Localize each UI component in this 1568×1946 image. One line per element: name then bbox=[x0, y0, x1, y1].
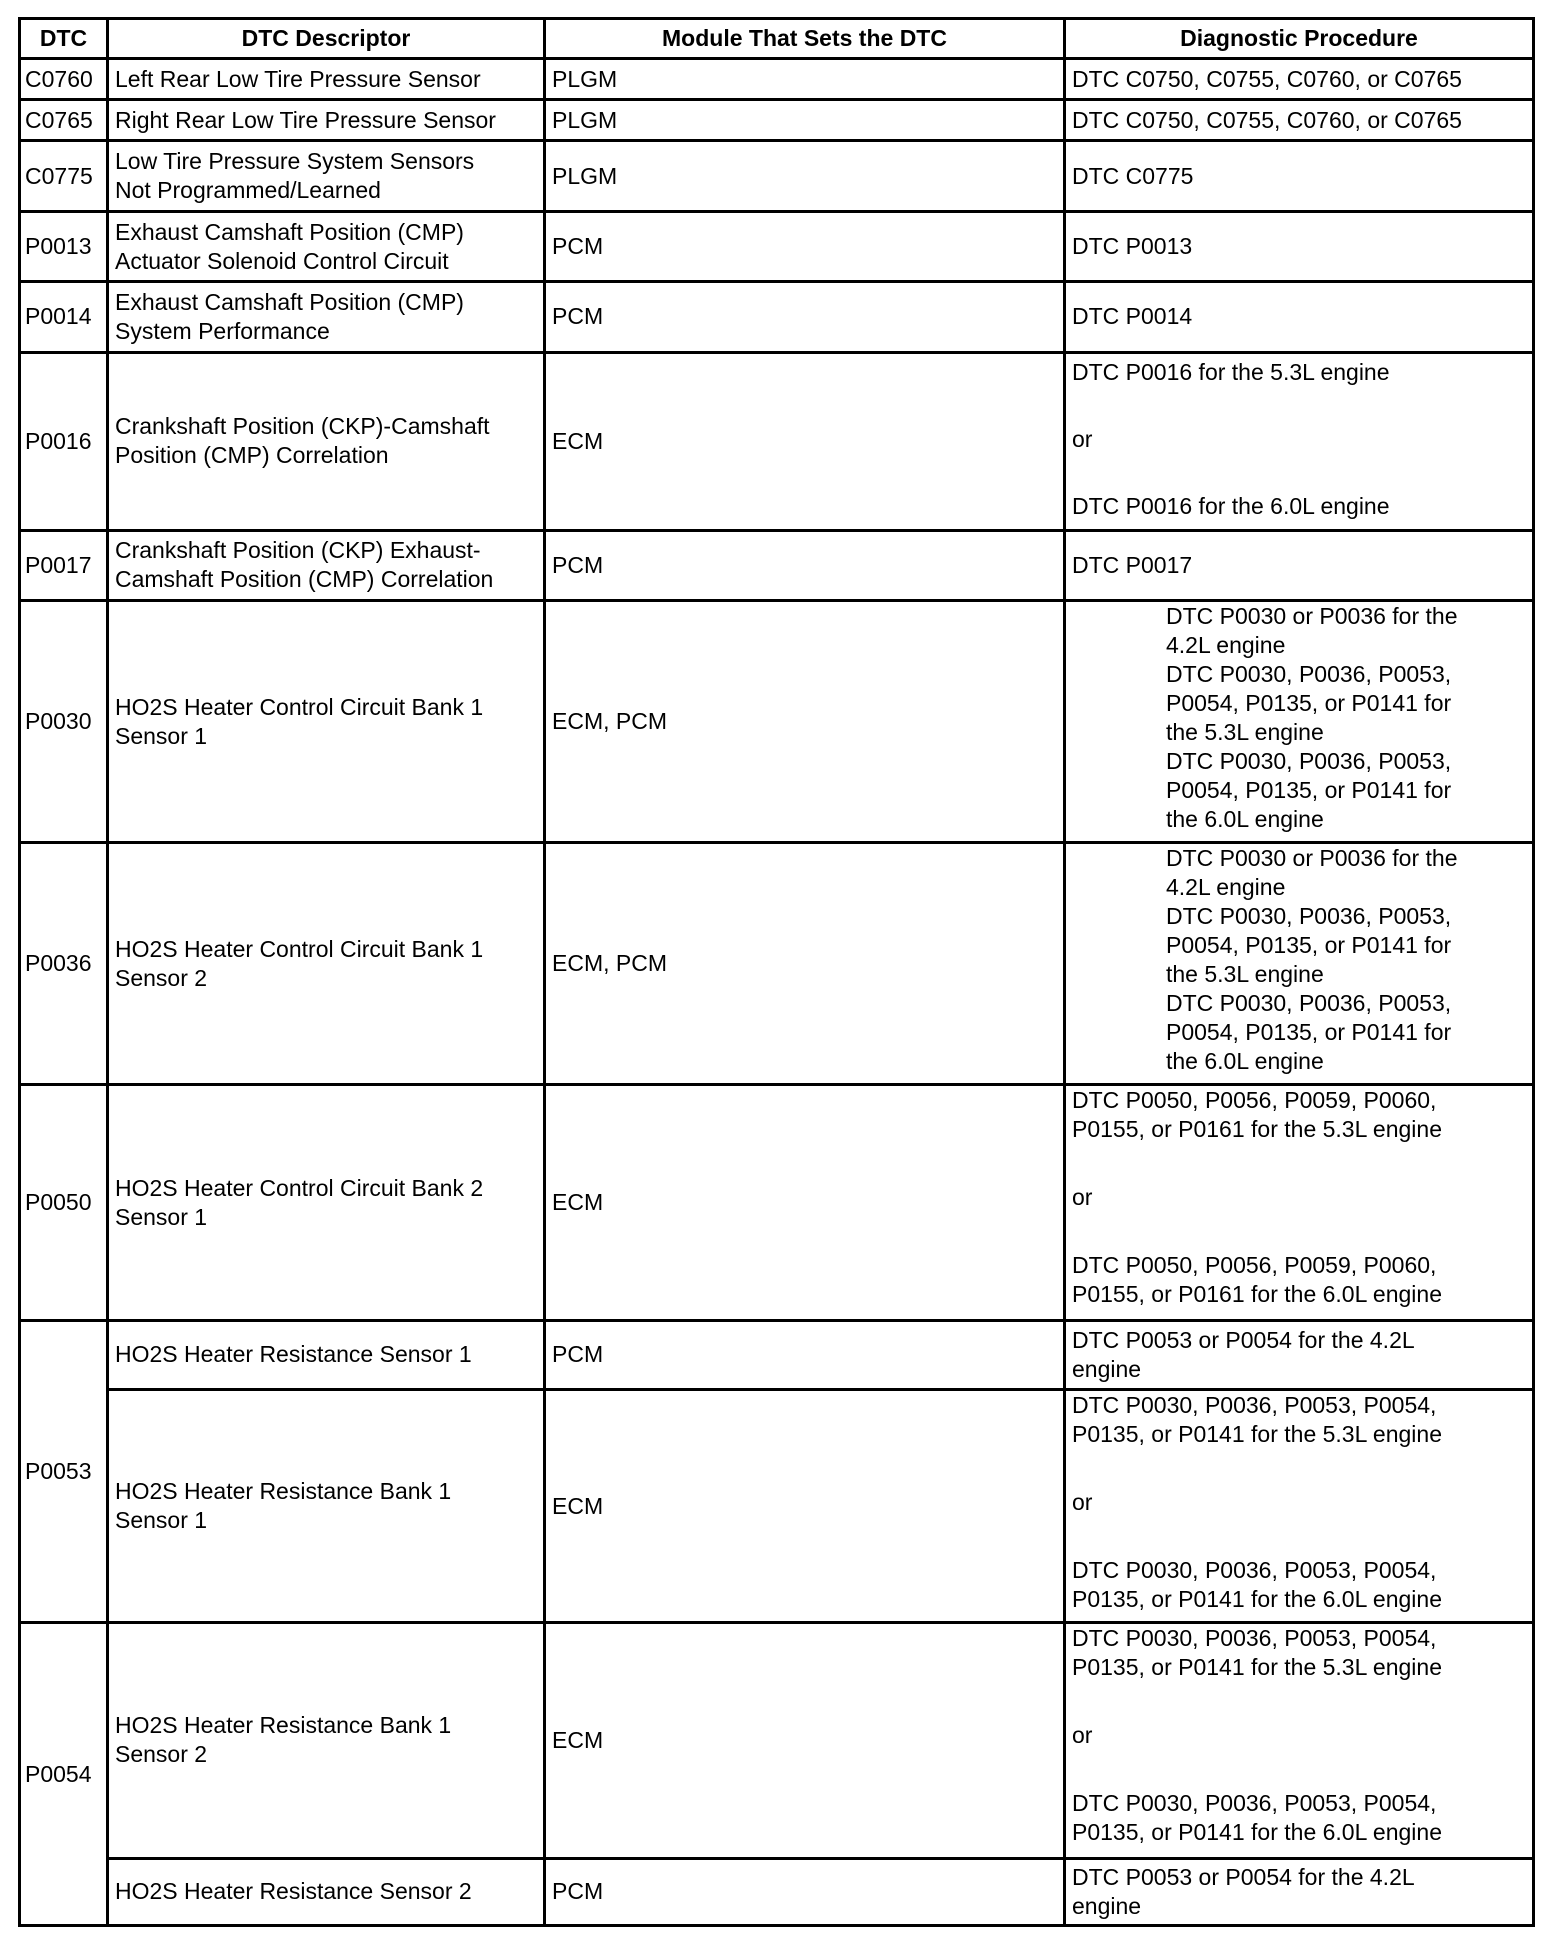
module: PLGM bbox=[545, 141, 1065, 211]
header-procedure: Diagnostic Procedure bbox=[1065, 19, 1534, 59]
procedure-line: the 6.0L engine bbox=[1166, 805, 1324, 832]
procedure-line: P0054, P0135, or P0141 for bbox=[1166, 932, 1452, 959]
procedure bbox=[1065, 59, 1534, 100]
procedure-line: DTC P0030, P0036, P0053, P0054, bbox=[1072, 1557, 1437, 1584]
dtc-code: P0030 bbox=[20, 600, 108, 842]
descriptor-line: Low Tire Pressure System Sensors bbox=[115, 148, 475, 175]
dtc-code: P0017 bbox=[20, 530, 108, 600]
procedure bbox=[1065, 282, 1534, 352]
dtc-code: P0016 bbox=[20, 352, 108, 530]
module: ECM bbox=[545, 1085, 1065, 1320]
dtc-descriptor bbox=[108, 1085, 545, 1320]
descriptor-line: HO2S Heater Resistance Sensor 1 bbox=[115, 1341, 472, 1368]
procedure-line: DTC P0030, P0036, P0053, bbox=[1166, 990, 1452, 1017]
header-descriptor: DTC Descriptor bbox=[108, 19, 545, 59]
module: PLGM bbox=[545, 100, 1065, 141]
procedure-line: the 5.3L engine bbox=[1166, 718, 1324, 745]
procedure-line: DTC P0030, P0036, P0053, bbox=[1166, 903, 1452, 930]
procedure bbox=[1065, 1623, 1534, 1858]
procedure-line: DTC P0053 or P0054 for the 4.2L bbox=[1072, 1326, 1415, 1353]
procedure-line: DTC P0013 bbox=[1072, 233, 1193, 259]
module: PCM bbox=[545, 530, 1065, 600]
procedure bbox=[1065, 352, 1534, 530]
descriptor-line: HO2S Heater Resistance Bank 1 bbox=[115, 1712, 452, 1739]
procedure-line: or bbox=[1072, 1184, 1093, 1211]
descriptor-line: Exhaust Camshaft Position (CMP) bbox=[115, 218, 464, 245]
module: PCM bbox=[545, 282, 1065, 352]
procedure-line: DTC P0030, P0036, P0053, bbox=[1166, 747, 1452, 774]
procedure-line: or bbox=[1072, 425, 1093, 452]
table-row bbox=[20, 843, 1534, 1085]
dtc-descriptor bbox=[108, 843, 545, 1085]
descriptor-line: Sensor 2 bbox=[115, 964, 208, 991]
descriptor-line: Position (CMP) Correlation bbox=[115, 442, 389, 469]
procedure-line: DTC P0017 bbox=[1072, 551, 1193, 578]
table-row bbox=[20, 352, 1534, 530]
table-row bbox=[20, 1085, 1534, 1320]
dtc-descriptor bbox=[108, 1320, 545, 1389]
procedure-line: P0155, or P0161 for the 5.3L engine bbox=[1072, 1116, 1442, 1143]
procedure-line: P0135, or P0141 for the 5.3L engine bbox=[1072, 1654, 1442, 1681]
procedure-line: P0135, or P0141 for the 5.3L engine bbox=[1072, 1421, 1442, 1448]
procedure-line: or bbox=[1072, 1489, 1093, 1516]
dtc-descriptor bbox=[108, 1390, 545, 1623]
descriptor-line: Not Programmed/Learned bbox=[115, 177, 381, 204]
dtc-table bbox=[18, 17, 1535, 1927]
procedure-line: 4.2L engine bbox=[1166, 631, 1286, 658]
procedure bbox=[1065, 843, 1534, 1085]
procedure-line: DTC P0016 for the 6.0L engine bbox=[1072, 492, 1390, 519]
module: ECM bbox=[545, 1390, 1065, 1623]
module: PCM bbox=[545, 1320, 1065, 1389]
procedure-line: DTC P0030 or P0036 for the bbox=[1166, 845, 1458, 872]
dtc-descriptor bbox=[108, 282, 545, 352]
table-row bbox=[20, 1390, 1534, 1623]
dtc-descriptor bbox=[108, 211, 545, 281]
descriptor-line: Sensor 1 bbox=[115, 1203, 208, 1230]
descriptor-line: HO2S Heater Resistance Sensor 2 bbox=[115, 1878, 472, 1905]
procedure-line: DTC C0775 bbox=[1072, 162, 1194, 189]
dtc-descriptor bbox=[108, 100, 545, 141]
dtc-code: P0014 bbox=[20, 282, 108, 352]
dtc-code: P0053 bbox=[20, 1320, 108, 1623]
procedure-line: P0155, or P0161 for the 6.0L engine bbox=[1072, 1281, 1442, 1308]
procedure-line: DTC P0030, P0036, P0053, bbox=[1166, 660, 1452, 687]
procedure-line: the 5.3L engine bbox=[1166, 961, 1324, 988]
procedure bbox=[1065, 1320, 1534, 1389]
descriptor-line: Right Rear Low Tire Pressure Sensor bbox=[115, 106, 496, 133]
table-row bbox=[20, 100, 1534, 141]
procedure-line: 4.2L engine bbox=[1166, 874, 1286, 901]
procedure-line: DTC P0030, P0036, P0053, P0054, bbox=[1072, 1625, 1437, 1652]
descriptor-line: System Performance bbox=[115, 317, 330, 344]
dtc-descriptor bbox=[108, 530, 545, 600]
module: ECM, PCM bbox=[545, 600, 1065, 842]
descriptor-line: Left Rear Low Tire Pressure Sensor bbox=[115, 65, 481, 92]
descriptor-line: Exhaust Camshaft Position (CMP) bbox=[115, 288, 464, 315]
procedure-line: P0054, P0135, or P0141 for bbox=[1166, 776, 1452, 803]
table-row bbox=[20, 141, 1534, 211]
descriptor-line: Sensor 2 bbox=[115, 1741, 208, 1768]
descriptor-line: Actuator Solenoid Control Circuit bbox=[115, 247, 449, 274]
procedure-line: P0054, P0135, or P0141 for bbox=[1166, 1019, 1452, 1046]
procedure-line: engine bbox=[1072, 1892, 1142, 1919]
dtc-code: P0054 bbox=[20, 1623, 108, 1926]
procedure-line: or bbox=[1072, 1722, 1093, 1749]
table-row bbox=[20, 1858, 1534, 1925]
module: PLGM bbox=[545, 59, 1065, 100]
dtc-code: C0760 bbox=[20, 59, 108, 100]
dtc-code: P0013 bbox=[20, 211, 108, 281]
module: ECM bbox=[545, 1623, 1065, 1858]
module: PCM bbox=[545, 1858, 1065, 1925]
procedure bbox=[1065, 1858, 1534, 1925]
procedure bbox=[1065, 1085, 1534, 1320]
dtc-descriptor bbox=[108, 141, 545, 211]
module: PCM bbox=[545, 211, 1065, 281]
header-dtc: DTC bbox=[20, 19, 108, 59]
descriptor-line: HO2S Heater Control Circuit Bank 2 bbox=[115, 1174, 484, 1201]
table-row bbox=[20, 282, 1534, 352]
procedure-line: DTC P0016 for the 5.3L engine bbox=[1072, 358, 1390, 385]
dtc-descriptor bbox=[108, 59, 545, 100]
dtc-code: P0050 bbox=[20, 1085, 108, 1320]
procedure-line: DTC P0030, P0036, P0053, P0054, bbox=[1072, 1790, 1437, 1817]
descriptor-line: HO2S Heater Control Circuit Bank 1 bbox=[115, 935, 484, 962]
table-row bbox=[20, 600, 1534, 842]
procedure-line: P0054, P0135, or P0141 for bbox=[1166, 689, 1452, 716]
procedure-line: DTC C0750, C0755, C0760, or C0765 bbox=[1072, 65, 1462, 92]
procedure bbox=[1065, 530, 1534, 600]
dtc-code: C0765 bbox=[20, 100, 108, 141]
dtc-code: P0036 bbox=[20, 843, 108, 1085]
procedure-line: the 6.0L engine bbox=[1166, 1048, 1324, 1075]
descriptor-line: Sensor 1 bbox=[115, 1507, 208, 1534]
table-row bbox=[20, 59, 1534, 100]
descriptor-line: Crankshaft Position (CKP) Exhaust- bbox=[115, 537, 481, 564]
procedure bbox=[1065, 1390, 1534, 1623]
procedure-line: P0135, or P0141 for the 6.0L engine bbox=[1072, 1819, 1442, 1846]
procedure bbox=[1065, 100, 1534, 141]
header-row bbox=[20, 19, 1534, 59]
table-row bbox=[20, 1623, 1534, 1858]
descriptor-line: Crankshaft Position (CKP)-Camshaft bbox=[115, 413, 490, 440]
descriptor-line: Sensor 1 bbox=[115, 722, 208, 749]
dtc-descriptor bbox=[108, 352, 545, 530]
module: ECM bbox=[545, 352, 1065, 530]
table-row bbox=[20, 1320, 1534, 1389]
procedure-line: DTC C0750, C0755, C0760, or C0765 bbox=[1072, 106, 1462, 133]
dtc-code: C0775 bbox=[20, 141, 108, 211]
procedure-line: engine bbox=[1072, 1355, 1142, 1382]
procedure-line: DTC P0030 or P0036 for the bbox=[1166, 602, 1458, 629]
procedure-line: DTC P0014 bbox=[1072, 303, 1193, 330]
procedure-line: DTC P0053 or P0054 for the 4.2L bbox=[1072, 1863, 1415, 1890]
dtc-descriptor bbox=[108, 1623, 545, 1858]
procedure bbox=[1065, 600, 1534, 842]
procedure-line: DTC P0050, P0056, P0059, P0060, bbox=[1072, 1087, 1437, 1114]
procedure-line: P0135, or P0141 for the 6.0L engine bbox=[1072, 1586, 1442, 1613]
header-module: Module That Sets the DTC bbox=[545, 19, 1065, 59]
procedure-line: DTC P0030, P0036, P0053, P0054, bbox=[1072, 1392, 1437, 1419]
dtc-descriptor bbox=[108, 1858, 545, 1925]
descriptor-line: HO2S Heater Control Circuit Bank 1 bbox=[115, 693, 484, 720]
procedure bbox=[1065, 141, 1534, 211]
procedure-line: DTC P0050, P0056, P0059, P0060, bbox=[1072, 1252, 1437, 1279]
dtc-descriptor bbox=[108, 600, 545, 842]
table-row bbox=[20, 530, 1534, 600]
descriptor-line: HO2S Heater Resistance Bank 1 bbox=[115, 1478, 452, 1505]
procedure bbox=[1065, 211, 1534, 281]
descriptor-line: Camshaft Position (CMP) Correlation bbox=[115, 566, 494, 593]
module: ECM, PCM bbox=[545, 843, 1065, 1085]
table-row bbox=[20, 211, 1534, 281]
